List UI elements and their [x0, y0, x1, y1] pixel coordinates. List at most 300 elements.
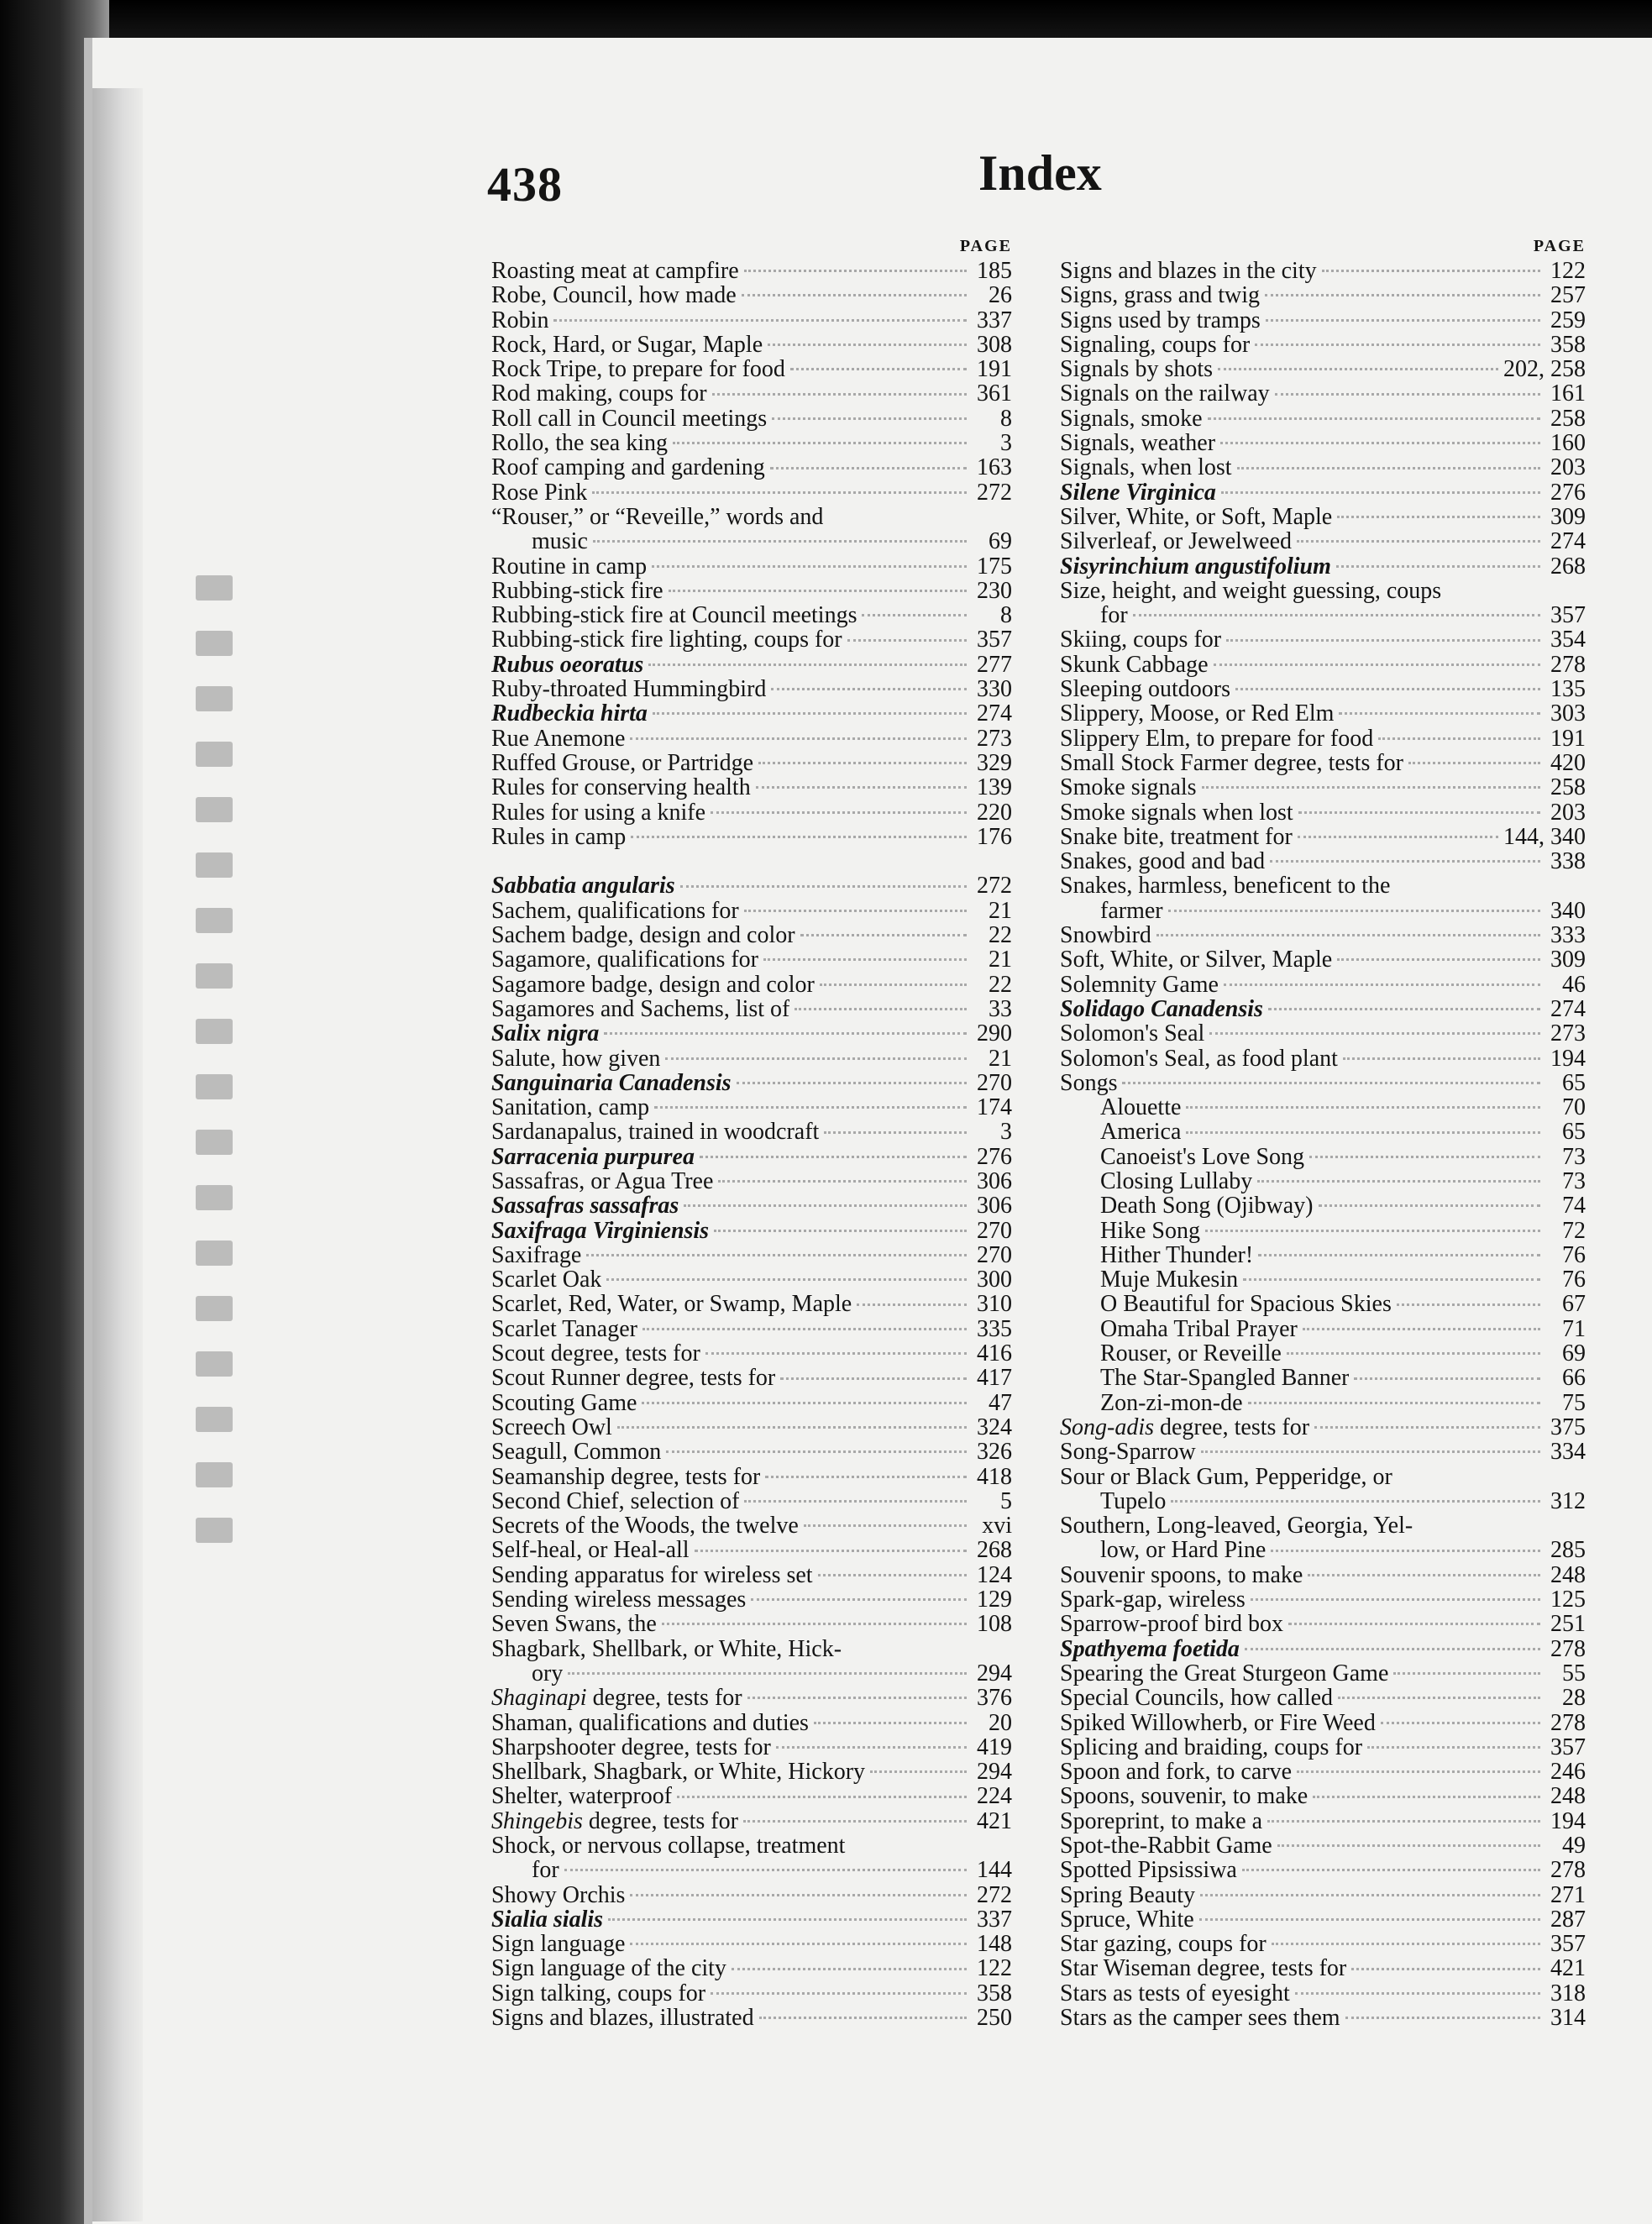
leader-dots	[1337, 516, 1540, 518]
leader-dots	[776, 1746, 967, 1749]
entry-term: Souvenir spoons, to make	[1060, 1562, 1303, 1588]
index-entry	[491, 1784, 1012, 1808]
entry-page-number: 337	[977, 1906, 1012, 1933]
leader-dots	[1243, 1278, 1540, 1281]
entry-page-number: 47	[989, 1389, 1012, 1416]
entry-term: Sign language of the city	[491, 1956, 726, 1981]
entry-term: Snakes, harmless, beneficent to the	[1060, 873, 1391, 900]
index-entry	[1060, 381, 1586, 406]
index-entry	[1060, 947, 1586, 972]
index-entry	[491, 873, 1012, 898]
entry-term: Sialia sialis	[491, 1907, 604, 1933]
entry-term: Rock Tripe, to prepare for food	[491, 357, 785, 382]
entry-page-number: 310	[977, 1291, 1012, 1318]
index-entry	[491, 923, 1012, 947]
entry-page-number: 144	[977, 1857, 1012, 1884]
leader-dots	[662, 1623, 967, 1625]
index-entry	[1060, 627, 1586, 652]
entry-term: Smoke signals when lost	[1060, 800, 1293, 825]
index-entry	[491, 701, 1012, 726]
leader-dots	[1295, 1992, 1540, 1995]
leader-dots	[1351, 1968, 1540, 1970]
index-entry	[1060, 1858, 1586, 1882]
entry-term: Death Song (Ojibway)	[1100, 1193, 1314, 1219]
entry-page-number: 268	[977, 1537, 1012, 1564]
leader-dots	[795, 1008, 967, 1010]
index-entry	[491, 1932, 1012, 1956]
index-entry	[491, 480, 1012, 505]
entry-term: Signs and blazes, illustrated	[491, 2006, 754, 2031]
index-entry	[1060, 283, 1586, 307]
entry-term: “Rouser,” or “Reveille,” words and	[491, 503, 824, 530]
entry-page-number: 272	[977, 479, 1012, 506]
entry-page-number: 334	[1550, 1439, 1586, 1466]
index-entry	[1060, 1193, 1586, 1218]
index-entry	[491, 259, 1012, 283]
entry-page-number: 270	[977, 1069, 1012, 1096]
entry-term: Special Councils, how called	[1060, 1686, 1334, 1711]
entry-term: Sabbatia angularis	[491, 873, 675, 899]
entry-term: Scouting Game	[491, 1390, 637, 1415]
leader-dots	[564, 1869, 967, 1871]
entry-page-number: 257	[1550, 282, 1586, 309]
leader-dots	[1277, 1844, 1540, 1847]
leader-dots	[1367, 1746, 1540, 1749]
entry-page-number: 71	[1562, 1315, 1586, 1342]
entry-page-number: 270	[977, 1241, 1012, 1268]
entry-page-number: 274	[1550, 528, 1586, 555]
leader-dots	[1245, 1648, 1540, 1650]
entry-page-number: 358	[1550, 331, 1586, 358]
leader-dots	[751, 1598, 967, 1601]
index-entry	[491, 1415, 1012, 1440]
leader-dots	[606, 1278, 967, 1281]
entry-term: Sardanapalus, trained in woodcraft	[491, 1120, 820, 1145]
index-entry	[491, 1612, 1012, 1636]
index-entry	[491, 407, 1012, 431]
leader-dots	[1201, 1450, 1540, 1453]
index-entry	[1060, 1686, 1586, 1710]
index-entry	[1060, 505, 1586, 529]
entry-page-number: 416	[977, 1340, 1012, 1367]
entry-term: Snakes, good and bad	[1060, 849, 1266, 874]
entry-page-number: 420	[1550, 749, 1586, 776]
leader-dots	[1257, 1180, 1540, 1183]
leader-dots	[592, 491, 967, 494]
entry-term: Seven Swans, the	[491, 1612, 657, 1637]
entry-page-number: 277	[977, 651, 1012, 678]
index-entry	[491, 1833, 1012, 1858]
index-entry	[1060, 1243, 1586, 1267]
index-entry	[1060, 1809, 1586, 1833]
entry-term: Seamanship degree, tests for	[491, 1464, 761, 1489]
index-entry	[1060, 1169, 1586, 1193]
index-entry	[491, 1513, 1012, 1538]
entry-term: Skiing, coups for	[1060, 627, 1222, 653]
leader-dots	[617, 1426, 967, 1429]
leader-dots	[847, 639, 967, 642]
index-entry	[491, 1120, 1012, 1144]
leader-dots	[743, 1820, 967, 1823]
entry-term: Solemnity Game	[1060, 972, 1219, 997]
entry-term: Routine in camp	[491, 553, 648, 579]
leader-dots	[695, 1550, 967, 1552]
leader-dots	[652, 565, 967, 568]
index-entry	[1060, 308, 1586, 333]
index-entry	[1060, 1292, 1586, 1316]
index-entry	[1060, 653, 1586, 677]
entry-term: Spathyema foetida	[1060, 1636, 1240, 1661]
entry-term: Spoon and fork, to carve	[1060, 1760, 1293, 1785]
leader-dots	[1343, 1057, 1540, 1060]
entry-page-number: 202, 258	[1503, 356, 1586, 383]
entry-page-number: 203	[1550, 454, 1586, 481]
index-entry	[491, 1637, 1012, 1661]
leader-dots	[705, 1352, 967, 1355]
entry-term: ory	[532, 1660, 564, 1686]
entry-page-number: 419	[977, 1734, 1012, 1760]
index-entry	[491, 1661, 1012, 1686]
entry-page-number: 326	[977, 1439, 1012, 1466]
entry-term: Spot-the-Rabbit Game	[1060, 1833, 1272, 1859]
leader-dots	[1309, 1156, 1540, 1158]
entry-page-number: 421	[977, 1807, 1012, 1834]
leader-dots	[1267, 1820, 1540, 1823]
entry-page-number: 174	[977, 1094, 1012, 1121]
leader-dots	[1200, 1894, 1540, 1896]
leader-dots	[1255, 344, 1540, 346]
index-entry	[1060, 529, 1586, 553]
entry-page-number: 330	[977, 676, 1012, 703]
leader-dots	[1297, 540, 1540, 543]
leader-dots	[1408, 762, 1540, 764]
index-entry	[1060, 973, 1586, 997]
entry-term: Star gazing, coups for	[1060, 1932, 1267, 1957]
leader-dots	[1122, 1082, 1540, 1084]
index-entry	[491, 1046, 1012, 1071]
index-entry	[1060, 554, 1586, 579]
entry-term: Scout degree, tests for	[491, 1341, 700, 1366]
entry-page-number: 76	[1562, 1267, 1586, 1293]
entry-page-number: 306	[977, 1193, 1012, 1220]
entry-page-number: 272	[977, 873, 1012, 900]
index-entry	[1060, 825, 1586, 849]
index-entry	[491, 726, 1012, 751]
bleed-through-marks	[176, 575, 252, 1667]
entry-term: Rubus oeoratus	[491, 652, 644, 678]
entry-term: Sagamore, qualifications for	[491, 947, 759, 973]
entry-term: Saxifraga Virginiensis	[491, 1218, 710, 1243]
entry-page-number: 376	[977, 1685, 1012, 1712]
leader-dots	[804, 1524, 967, 1527]
leader-dots	[1314, 1426, 1540, 1429]
entry-page-number: 22	[989, 922, 1012, 949]
entry-page-number: 309	[1550, 947, 1586, 973]
entry-term: Small Stock Farmer degree, tests for	[1060, 750, 1404, 776]
entry-term: Sisyrinchium angustifolium	[1060, 553, 1331, 579]
entry-term: Shelter, waterproof	[491, 1784, 673, 1809]
entry-page-number: 73	[1562, 1143, 1586, 1170]
entry-term: The Star-Spangled Banner	[1100, 1366, 1350, 1391]
entry-term: Songs	[1060, 1070, 1118, 1096]
leader-dots	[818, 1574, 967, 1576]
entry-term: Shaman, qualifications and duties	[491, 1710, 809, 1735]
index-entry	[1060, 1833, 1586, 1858]
index-entry	[1060, 1661, 1586, 1686]
entry-term: Solomon's Seal, as food plant	[1060, 1046, 1338, 1071]
leader-dots	[1237, 467, 1540, 469]
leader-dots	[1313, 1796, 1540, 1798]
index-entry	[491, 1243, 1012, 1267]
leader-dots	[780, 1377, 967, 1380]
entry-term: Rollo, the sea king	[491, 431, 668, 456]
entry-page-number: 303	[1550, 700, 1586, 727]
entry-term: Silene Virginica	[1060, 480, 1216, 505]
index-entry	[491, 431, 1012, 455]
entry-page-number: 258	[1550, 774, 1586, 801]
entry-page-number: 318	[1550, 1980, 1586, 2006]
leader-dots	[1270, 860, 1540, 863]
leader-dots	[824, 1131, 967, 1134]
leader-dots	[790, 368, 967, 370]
index-entry	[491, 603, 1012, 627]
leader-dots	[680, 885, 967, 888]
index-entry	[491, 1391, 1012, 1415]
entry-term: Sanguinaria Canadensis	[491, 1070, 732, 1096]
entry-page-number: 309	[1550, 503, 1586, 530]
entry-page-number: 357	[1550, 1931, 1586, 1958]
entry-page-number: 285	[1550, 1537, 1586, 1564]
leader-dots	[732, 1968, 967, 1970]
entry-term: Rules for conserving health	[491, 775, 751, 800]
leader-dots	[1224, 983, 1540, 986]
entry-page-number: 74	[1562, 1193, 1586, 1220]
index-entry	[491, 2006, 1012, 2030]
index-entry	[1060, 1366, 1586, 1390]
entry-page-number: 3	[1000, 1119, 1012, 1146]
index-entry	[491, 751, 1012, 775]
index-entry	[1060, 751, 1586, 775]
entry-term: Sarracenia purpurea	[491, 1144, 695, 1169]
index-entry	[1060, 1120, 1586, 1144]
leader-dots	[1218, 368, 1498, 370]
index-entry	[491, 1711, 1012, 1735]
index-entry	[1060, 899, 1586, 923]
leader-dots	[1303, 1328, 1540, 1330]
entry-page-number: 300	[977, 1267, 1012, 1293]
entry-term: Seagull, Common	[491, 1440, 662, 1465]
entry-page-number: 278	[1550, 1635, 1586, 1662]
leader-dots	[1265, 294, 1540, 296]
entry-term: Sleeping outdoors	[1060, 677, 1230, 702]
entry-page-number: 67	[1562, 1291, 1586, 1318]
entry-term: Hike Song	[1100, 1218, 1200, 1243]
leader-dots	[1214, 664, 1540, 666]
leader-dots	[712, 393, 967, 396]
index-entry	[1060, 1563, 1586, 1587]
leader-dots	[642, 1328, 967, 1330]
index-entry	[491, 775, 1012, 800]
index-entry	[1060, 1735, 1586, 1760]
entry-term: Sagamore badge, design and color	[491, 972, 815, 997]
entry-page-number: 338	[1550, 848, 1586, 875]
entry-term: Shellbark, Shagbark, or White, Hickory	[491, 1760, 866, 1785]
entry-term: Sachem, qualifications for	[491, 898, 739, 924]
entry-term: Slippery Elm, to prepare for food	[1060, 726, 1374, 751]
entry-term: Rock, Hard, or Sugar, Maple	[491, 332, 763, 358]
leader-dots	[653, 712, 967, 715]
entry-page-number: 294	[977, 1660, 1012, 1686]
entry-page-number: 333	[1550, 922, 1586, 949]
entry-term: Shagbark, Shellbark, or White, Hick-	[491, 1635, 842, 1662]
entry-term: Scarlet Tanager	[491, 1316, 637, 1342]
entry-page-number: 163	[977, 454, 1012, 481]
leader-dots	[1186, 1131, 1540, 1134]
index-entry	[491, 1021, 1012, 1046]
entry-term: Signals by shots	[1060, 357, 1214, 382]
entry-term: Splicing and braiding, coups for	[1060, 1734, 1363, 1760]
index-entry	[1060, 1883, 1586, 1907]
leader-dots	[763, 958, 967, 961]
right-entries	[1060, 259, 1586, 2030]
entry-page-number: 8	[1000, 405, 1012, 432]
index-entry	[1060, 579, 1586, 603]
entry-term: Smoke signals	[1060, 775, 1197, 800]
entry-term: Signals, weather	[1060, 431, 1216, 456]
entry-term: Sour or Black Gum, Pepperidge, or	[1060, 1463, 1392, 1490]
entry-page-number: 194	[1550, 1807, 1586, 1834]
entry-page-number: 176	[977, 823, 1012, 850]
entry-page-number: 354	[1550, 627, 1586, 653]
entry-term: Spring Beauty	[1060, 1882, 1195, 1907]
entry-term: Rudbeckia hirta	[491, 701, 648, 726]
book-binding-shadow	[92, 88, 143, 2221]
leader-dots	[630, 1894, 967, 1896]
index-entry	[491, 579, 1012, 603]
entry-page-number: 161	[1550, 380, 1586, 407]
entry-page-number: 259	[1550, 307, 1586, 333]
entry-term: Sanitation, camp	[491, 1095, 650, 1120]
entry-page-number: 248	[1550, 1783, 1586, 1810]
leader-dots	[744, 270, 967, 272]
index-entry	[491, 333, 1012, 357]
index-entry	[1060, 1612, 1586, 1636]
index-entry	[1060, 357, 1586, 381]
index-entry	[1060, 1538, 1586, 1562]
leader-dots	[1268, 1008, 1540, 1010]
leader-dots	[1275, 393, 1540, 396]
leader-dots	[742, 294, 967, 296]
index-entry	[1060, 1981, 1586, 2006]
entry-term: Roll call in Council meetings	[491, 406, 768, 432]
entry-term: Ruffed Grouse, or Partridge	[491, 750, 754, 776]
entry-term: Robin	[491, 307, 549, 333]
index-entry	[1060, 1637, 1586, 1661]
entry-page-number: 258	[1550, 405, 1586, 432]
index-entry	[491, 529, 1012, 553]
entry-term: Shaginapi degree, tests for	[491, 1686, 742, 1711]
entry-term: Song-Sparrow	[1060, 1440, 1196, 1465]
index-entry	[491, 1317, 1012, 1341]
leader-dots	[1226, 639, 1540, 642]
index-entry	[1060, 1267, 1586, 1292]
index-entry	[1060, 603, 1586, 627]
leader-dots	[1319, 1204, 1540, 1207]
entry-page-number: 20	[989, 1709, 1012, 1736]
entry-term: Size, height, and weight guessing, coups	[1060, 577, 1442, 604]
leader-dots	[648, 664, 967, 666]
index-entry	[1060, 849, 1586, 873]
leader-dots	[772, 417, 967, 420]
entry-term: for	[532, 1858, 559, 1883]
entry-page-number: 8	[1000, 602, 1012, 629]
index-entry	[1060, 431, 1586, 455]
entry-page-number: 224	[977, 1783, 1012, 1810]
entry-page-number: 69	[989, 528, 1012, 555]
index-entry	[491, 455, 1012, 480]
index-entry	[491, 653, 1012, 677]
index-entry	[491, 1858, 1012, 1882]
index-entry	[491, 1145, 1012, 1169]
entry-term: Spotted Pipsissiwa	[1060, 1858, 1237, 1883]
entry-term: Silver, White, or Soft, Maple	[1060, 504, 1333, 530]
entry-page-number: 69	[1562, 1340, 1586, 1367]
index-entry	[1060, 923, 1586, 947]
entry-term: Sending wireless messages	[491, 1587, 747, 1613]
page-column-label: PAGE	[959, 237, 1012, 255]
entry-term: Roof camping and gardening	[491, 455, 765, 480]
entry-term: Snowbird	[1060, 923, 1151, 948]
leader-dots	[642, 1402, 967, 1404]
entry-page-number: 66	[1562, 1365, 1586, 1392]
index-entry	[1060, 407, 1586, 431]
index-entry	[491, 1440, 1012, 1464]
entry-term: Closing Lullaby	[1100, 1168, 1253, 1194]
leader-dots	[1209, 1032, 1540, 1035]
leader-dots	[1202, 786, 1540, 789]
entry-page-number: 55	[1562, 1660, 1586, 1686]
leader-dots	[586, 1254, 967, 1256]
index-entry	[491, 1981, 1012, 2006]
leader-dots	[759, 2017, 967, 2019]
index-entry	[1060, 1095, 1586, 1120]
entry-term: Salute, how given	[491, 1046, 661, 1071]
leader-dots	[744, 910, 967, 912]
leader-dots	[758, 762, 967, 764]
index-entry	[491, 1095, 1012, 1120]
entry-page-number: 108	[977, 1611, 1012, 1638]
entry-term: low, or Hard Pine	[1100, 1538, 1267, 1563]
entry-term: Canoeist's Love Song	[1100, 1144, 1305, 1169]
entry-page-number: 324	[977, 1414, 1012, 1440]
entry-term: Solidago Canadensis	[1060, 996, 1263, 1022]
index-entry	[491, 1193, 1012, 1218]
entry-term: Song-adis degree, tests for	[1060, 1414, 1310, 1440]
index-entry	[491, 973, 1012, 997]
index-entry	[1060, 997, 1586, 1021]
entry-term: music	[532, 529, 588, 554]
entry-page-number: 72	[1562, 1217, 1586, 1244]
index-entry	[491, 1587, 1012, 1612]
entry-page-number: 314	[1550, 2005, 1586, 2032]
leader-dots	[669, 590, 967, 592]
entry-page-number: 375	[1550, 1414, 1586, 1440]
leader-dots	[1345, 2017, 1540, 2019]
entry-term: Sporeprint, to make a	[1060, 1808, 1263, 1833]
leader-dots	[1308, 1574, 1540, 1576]
entry-term: Rue Anemone	[491, 726, 626, 751]
entry-page-number: 361	[977, 380, 1012, 407]
